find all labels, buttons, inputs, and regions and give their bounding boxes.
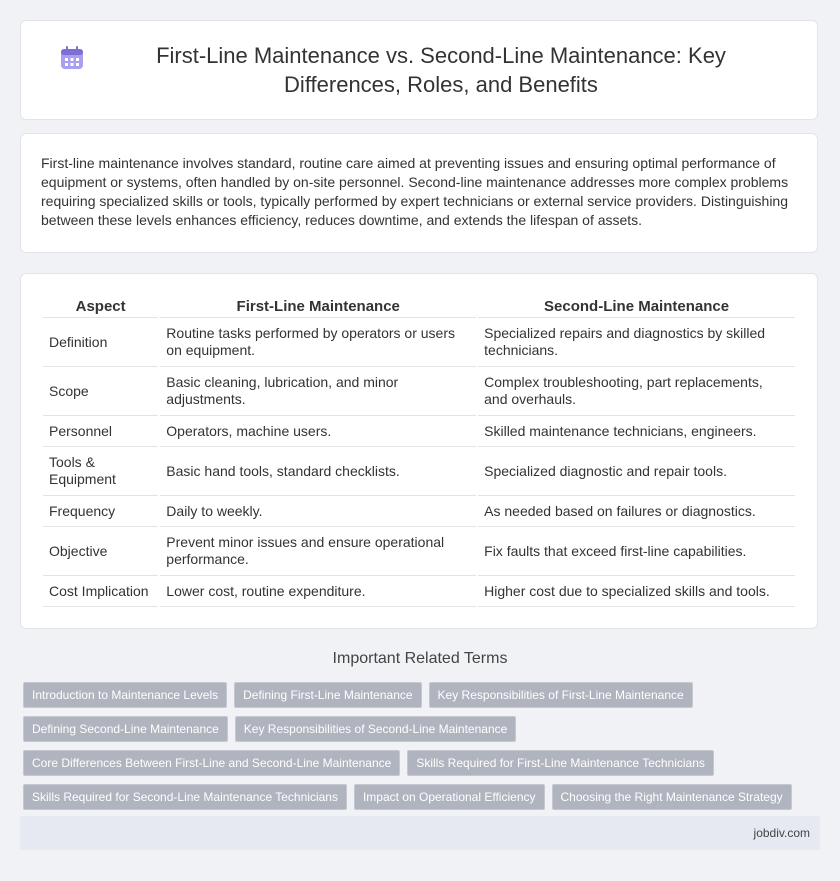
comparison-card: [20, 273, 818, 629]
second-line-cell: Skilled maintenance technicians, engineers.: [478, 416, 795, 447]
related-term-tag[interactable]: Key Responsibilities of Second-Line Maintenance: [235, 716, 517, 742]
table-row: [43, 447, 795, 496]
intro-text: First-line maintenance involves standard, routine care aimed at preventing issues and ensuring optimal performance of equipment or systems, often handled by on-site personnel. Second-line maintenance addresses more complex problems requiring specialized skills or tools, typically performed by expert technicians or external service providers. Distinguishing between these levels enhances efficiency, reduces downtime, and extends the lifespan of assets.: [41, 155, 789, 228]
second-line-cell: Higher cost due to specialized skills and tools.: [478, 576, 795, 607]
first-line-cell: Operators, machine users.: [160, 416, 476, 447]
second-line-cell: Specialized diagnostic and repair tools.: [478, 447, 795, 496]
first-line-cell: Routine tasks performed by operators or users on equipment.: [160, 318, 476, 367]
second-line-cell: As needed based on failures or diagnostics.: [478, 496, 795, 527]
first-line-cell: Prevent minor issues and ensure operational performance.: [160, 527, 476, 576]
related-term-tag[interactable]: Skills Required for Second-Line Maintenance Technicians: [23, 784, 347, 810]
page-title: First-Line Maintenance vs. Second-Line Maintenance: Key Differences, Roles, and Benefits: [156, 43, 726, 97]
table-row: [43, 576, 795, 607]
second-line-cell: Fix faults that exceed first-line capabilities.: [478, 527, 795, 576]
related-term-tag[interactable]: Choosing the Right Maintenance Strategy: [552, 784, 792, 810]
calendar-icon: [59, 45, 85, 71]
footer-site-link[interactable]: jobdiv.com: [753, 826, 810, 840]
first-line-cell: Daily to weekly.: [160, 496, 476, 527]
header-aspect: Aspect: [43, 294, 158, 318]
aspect-cell: Frequency: [43, 496, 158, 527]
header-card: [20, 20, 818, 120]
related-terms-list: [23, 682, 823, 810]
aspect-cell: Definition: [43, 318, 158, 367]
second-line-cell: Specialized repairs and diagnostics by skilled technicians.: [478, 318, 795, 367]
related-term-tag[interactable]: Core Differences Between First-Line and Second-Line Maintenance: [23, 750, 400, 776]
table-row: [43, 496, 795, 527]
related-terms-title: Important Related Terms: [332, 650, 508, 667]
first-line-cell: Basic cleaning, lubrication, and minor adjustments.: [160, 367, 476, 416]
related-term-tag[interactable]: Defining First-Line Maintenance: [234, 682, 421, 708]
aspect-cell: Tools & Equipment: [43, 447, 158, 496]
related-term-tag[interactable]: Defining Second-Line Maintenance: [23, 716, 228, 742]
footer: [20, 816, 820, 850]
aspect-cell: Personnel: [43, 416, 158, 447]
related-term-tag[interactable]: Impact on Operational Efficiency: [354, 784, 545, 810]
related-term-tag[interactable]: Introduction to Maintenance Levels: [23, 682, 227, 708]
first-line-cell: Lower cost, routine expenditure.: [160, 576, 476, 607]
table-row: [43, 367, 795, 416]
table-row: [43, 318, 795, 367]
table-row: [43, 416, 795, 447]
intro-card: [20, 133, 818, 253]
aspect-cell: Objective: [43, 527, 158, 576]
first-line-cell: Basic hand tools, standard checklists.: [160, 447, 476, 496]
table-row: [43, 527, 795, 576]
related-term-tag[interactable]: Key Responsibilities of First-Line Maintenance: [429, 682, 693, 708]
table-header-row: [43, 294, 795, 318]
second-line-cell: Complex troubleshooting, part replacements, and overhauls.: [478, 367, 795, 416]
header-second-line: Second-Line Maintenance: [478, 294, 795, 318]
header-first-line: First-Line Maintenance: [160, 294, 476, 318]
aspect-cell: Cost Implication: [43, 576, 158, 607]
aspect-cell: Scope: [43, 367, 158, 416]
related-term-tag[interactable]: Skills Required for First-Line Maintenance Technicians: [407, 750, 714, 776]
comparison-table: [41, 294, 797, 607]
